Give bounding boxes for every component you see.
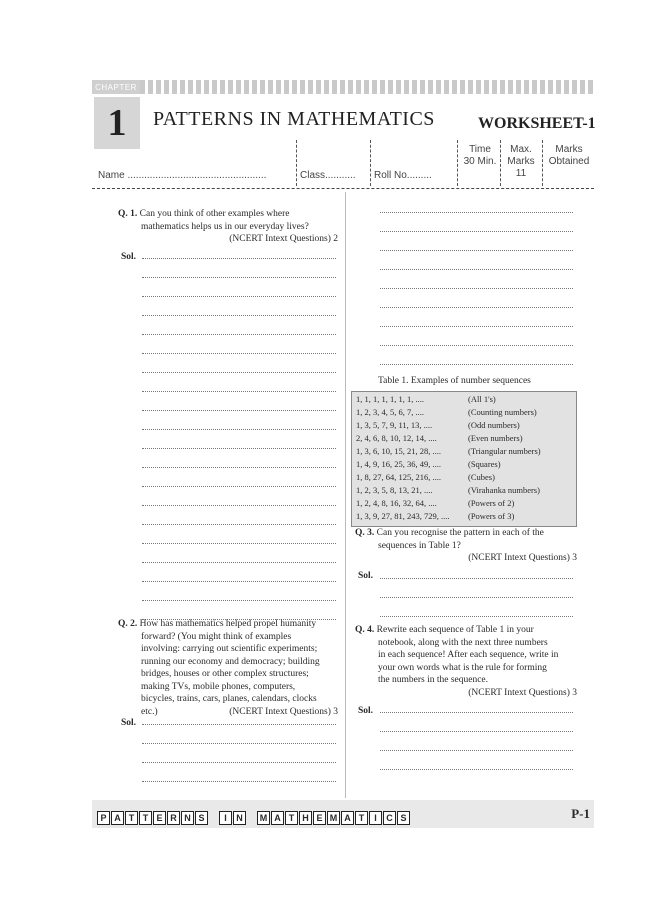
q1-number: Q. 1. (118, 209, 138, 219)
table-row: 1, 4, 9, 16, 25, 36, 49, .... (Squares) (356, 459, 501, 469)
chapter-title: PATTERNS IN MATHEMATICS (153, 108, 435, 130)
chapter-strip (92, 80, 594, 94)
q3-answer-lines[interactable] (380, 566, 573, 617)
name-field: Name .................................................. (98, 170, 267, 181)
table-row: 2, 4, 6, 8, 10, 12, 14, .... (Even numbers) (356, 433, 523, 443)
table-row: 1, 2, 3, 5, 8, 13, 21, .... (Virahanka numbers) (356, 485, 540, 495)
question-1 (118, 208, 338, 246)
table-row: 1, 1, 1, 1, 1, 1, 1, .... (All 1's) (356, 394, 496, 404)
chapter-number: 1 (94, 97, 140, 149)
q2-ref: (NCERT Intext Questions) 3 (229, 706, 338, 717)
q4-line: the numbers in the sequence. (378, 675, 489, 685)
page-number: P-1 (571, 806, 590, 821)
table-row: 1, 3, 9, 27, 81, 243, 729, .... (Powers of 3) (356, 511, 515, 521)
q2-sol-label: Sol. (121, 718, 137, 728)
q4-answer-lines[interactable] (380, 700, 573, 770)
time-label: Time (469, 144, 491, 155)
q4-number: Q. 4. (355, 625, 375, 635)
table-row: 1, 8, 27, 64, 125, 216, .... (Cubes) (356, 472, 495, 482)
chapter-label: CHAPTER (92, 80, 140, 94)
roll-field: Roll No......... (374, 170, 432, 181)
q2-answer-lines[interactable] (142, 712, 336, 782)
q4-line: Rewrite each sequence of Table 1 in your (376, 625, 534, 635)
q4-sol-label: Sol. (358, 706, 374, 716)
q2-line: bridges, houses or other complex structures; (141, 669, 309, 679)
q3-number: Q. 3. (355, 528, 375, 538)
header-divider (370, 140, 371, 186)
table-row: 1, 2, 4, 8, 16, 32, 64, .... (Powers of 2) (356, 498, 515, 508)
q2-line: forward? (You might think of examples (141, 631, 292, 642)
q3-ref: (NCERT Intext Questions) 3 (468, 553, 577, 563)
max-label: Max. (510, 144, 532, 155)
obtained-label-2: Obtained (548, 156, 590, 167)
column-divider (345, 192, 346, 798)
header-divider (500, 140, 501, 186)
footer-word: P A T T E R N S (97, 808, 209, 825)
q2-line: involving: carrying out scientific experiments; (141, 644, 318, 654)
continued-answer-lines[interactable] (380, 200, 573, 365)
table-caption: Table 1. Examples of number sequences (378, 376, 531, 386)
q4-line: your own words what is the rule for forming (378, 662, 547, 673)
sequences-table (351, 391, 577, 527)
q2-line: How has mathematics helped propel humanity (139, 619, 317, 629)
obtained-label: Marks (555, 144, 583, 155)
q1-line1: Can you think of other examples where (139, 209, 290, 219)
marks-label: Marks (507, 156, 535, 167)
q2-line: making TVs, mobile phones, computers, (141, 681, 296, 692)
q4-line: notebook, along with the next three numbers (378, 637, 548, 648)
table-row: 1, 3, 6, 10, 15, 21, 28, .... (Triangular numbers) (356, 446, 541, 456)
header-divider (457, 140, 458, 186)
table-row: 1, 2, 3, 4, 5, 6, 7, .... (Counting numbers) (356, 407, 537, 417)
q1-ref: (NCERT Intext Questions) 2 (229, 234, 338, 244)
footer-title (97, 808, 421, 826)
q4-ref: (NCERT Intext Questions) 3 (468, 687, 577, 698)
worksheet-title: WORKSHEET-1 (478, 115, 596, 132)
q1-line2: mathematics helps us in our everyday lives? (141, 221, 309, 232)
q2-line: etc.) (141, 706, 158, 717)
q3-sol-label: Sol. (358, 571, 374, 581)
q1-answer-lines[interactable] (142, 246, 336, 620)
q2-line: running our economy and democracy; building (141, 656, 320, 667)
question-2 (118, 618, 338, 718)
class-field: Class........... (300, 170, 356, 181)
q4-line: in each sequence! After each sequence, write in (378, 650, 559, 660)
q3-line1: Can you recognise the pattern in each of the (376, 528, 544, 538)
time-value: 30 Min. (463, 156, 497, 167)
question-4 (355, 624, 577, 699)
q1-sol-label: Sol. (121, 252, 137, 262)
header-divider (542, 140, 543, 186)
footer-word: M A T H E M A T I C S (257, 808, 411, 825)
header-divider (296, 140, 297, 186)
header-separator (92, 188, 594, 189)
footer-word: I N (219, 808, 247, 825)
table-row: 1, 3, 5, 7, 9, 11, 13, .... (Odd numbers) (356, 420, 520, 430)
q3-line2: sequences in Table 1? (378, 540, 461, 551)
q2-line: bicycles, trains, cars, planes, calendars, clocks (141, 694, 317, 704)
question-3 (355, 527, 577, 565)
max-marks-value: 11 (515, 168, 527, 179)
q2-number: Q. 2. (118, 619, 138, 629)
